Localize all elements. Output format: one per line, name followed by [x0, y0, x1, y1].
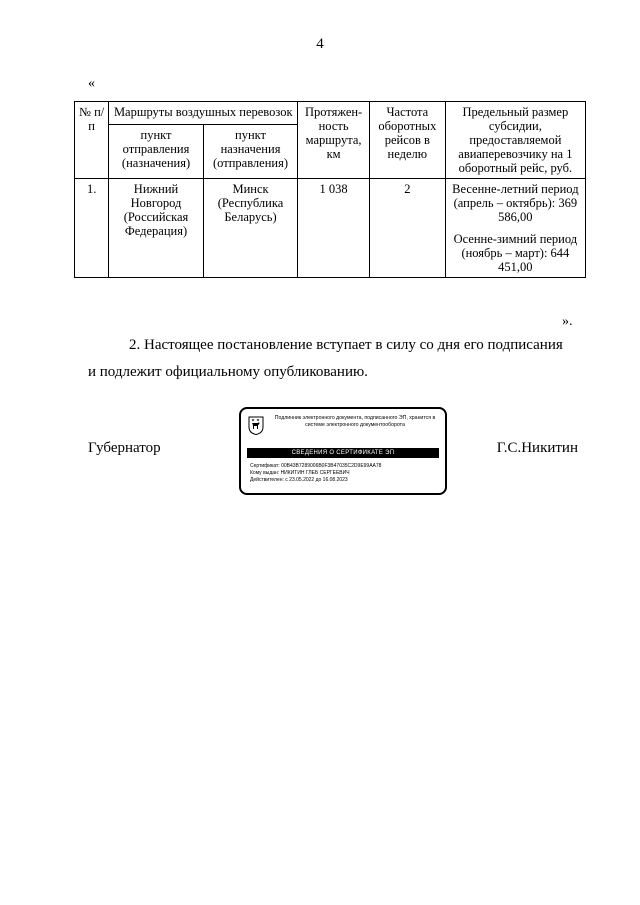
- signatory-name: Г.С.Никитин: [496, 440, 578, 456]
- deer-emblem-icon: [248, 416, 264, 435]
- stamp-header: Подлинник электронного документа, подписанного ЭП, хранится в системе электронного документооборота: [274, 415, 436, 428]
- cell-subsidy: [445, 179, 585, 278]
- table-row: [75, 179, 586, 278]
- cell-frequency: 2: [369, 179, 445, 278]
- stamp-details: [250, 463, 440, 484]
- paragraph-line-2: и подлежит официальному опубликованию.: [88, 364, 368, 380]
- header-length: Протяжен-ность маршрута, км: [298, 102, 370, 179]
- cell-length: 1 038: [298, 179, 370, 278]
- cell-num: 1.: [75, 179, 109, 278]
- header-from: пункт отправления (назначения): [109, 125, 204, 179]
- close-quote: ».: [562, 314, 573, 329]
- header-routes-group: Маршруты воздушных перевозок: [109, 102, 298, 125]
- paragraph-line-1: 2. Настоящее постановление вступает в силу со дня его подписания: [129, 337, 563, 353]
- signatory-title: Губернатор: [88, 440, 161, 456]
- subsidy-spring-summer: Весенне-летний период (апрель – октябрь): 369 586,00: [452, 182, 579, 224]
- header-frequency: Частота оборотных рейсов в неделю: [369, 102, 445, 179]
- stamp-validity: Действителен: с 23.05.2022 до 16.08.2023: [250, 477, 348, 483]
- stamp-issued-to: Кому выдан: НИКИТИН ГЛЕБ СЕРГЕЕВИЧ: [250, 470, 350, 476]
- header-subsidy: Предельный размер субсидии, предоставляемой авиаперевозчику на 1 оборотный рейс, руб.: [445, 102, 585, 179]
- open-quote: «: [88, 76, 95, 91]
- routes-table: [74, 101, 586, 278]
- subsidy-autumn-winter: Осенне-зимний период (ноябрь – март): 644 451,00: [453, 232, 578, 274]
- header-num: № п/п: [75, 102, 109, 179]
- stamp-band: СВЕДЕНИЯ О СЕРТИФИКАТЕ ЭП: [247, 448, 439, 458]
- electronic-signature-stamp: [239, 407, 447, 495]
- table-header-row: [75, 102, 586, 125]
- paragraph-effective-date: [88, 332, 580, 386]
- cell-from: Нижний Новгород (Российская Федерация): [109, 179, 204, 278]
- header-to: пункт назначения (отправления): [203, 125, 298, 179]
- cell-to: Минск (Республика Беларусь): [203, 179, 298, 278]
- stamp-certificate: Сертификат: 00B43B7289006B0F3B47035C2D9E99AA78: [250, 463, 382, 469]
- page-number: 4: [316, 36, 324, 52]
